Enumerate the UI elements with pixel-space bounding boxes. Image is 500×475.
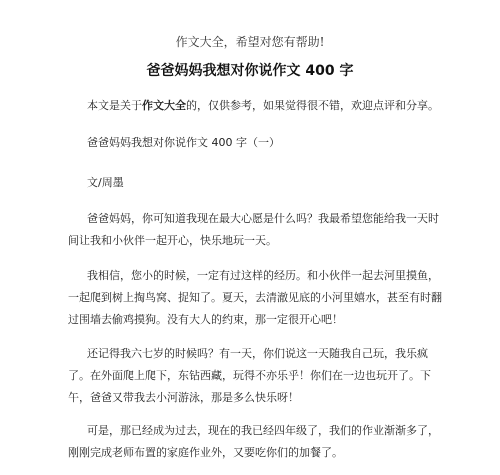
essay-author: 文/周墨 [87, 176, 124, 189]
essay-paragraph-2: 我相信，您小的时候，一定有过这样的经历。和小伙伴一起去河里摸鱼，一起爬到树上掏鸟窝、捉知了。夏天，去清澈见底的小河里嬉水，甚至有时翻过围墙去偷鸡摸狗。没有大人的约束，那一定很开心吧！ [68, 269, 442, 326]
essay-paragraph-4: 可是，那已经成为过去，现在的我已经四年级了，我们的作业渐渐多了，刚刚完成老师布置的家庭作业外，又要吃你们的加餐了。 [68, 424, 439, 459]
essay-paragraph-3: 还记得我六七岁的时候吗？有一天，你们说这一天随我自己玩，我乐疯了。在外面爬上爬下，东钻西藏，玩得不亦乐乎！你们在一边也玩开了。下午，爸爸又带我去小河游泳，那是多么快乐呀！ [68, 347, 431, 404]
intro-paragraph [68, 95, 448, 117]
page-title: 爸爸妈妈我想对你说作文 400 字 [146, 63, 354, 79]
intro-bold-link: 作文大全 [142, 99, 186, 112]
intro-pre: 本文是关于 [87, 99, 142, 112]
intro-post: 的，仅供参考，如果觉得很不错，欢迎点评和分享。 [186, 99, 439, 112]
essay-subtitle: 爸爸妈妈我想对你说作文 400 字（一） [87, 136, 280, 149]
essay-paragraph-1: 爸爸妈妈，你可知道我现在最大心愿是什么吗？我最希望您能给我一天时间让我和小伙伴一起开心，快乐地玩一天。 [68, 212, 439, 247]
page-header-note: 作文大全，希望对您有帮助! [175, 35, 325, 49]
